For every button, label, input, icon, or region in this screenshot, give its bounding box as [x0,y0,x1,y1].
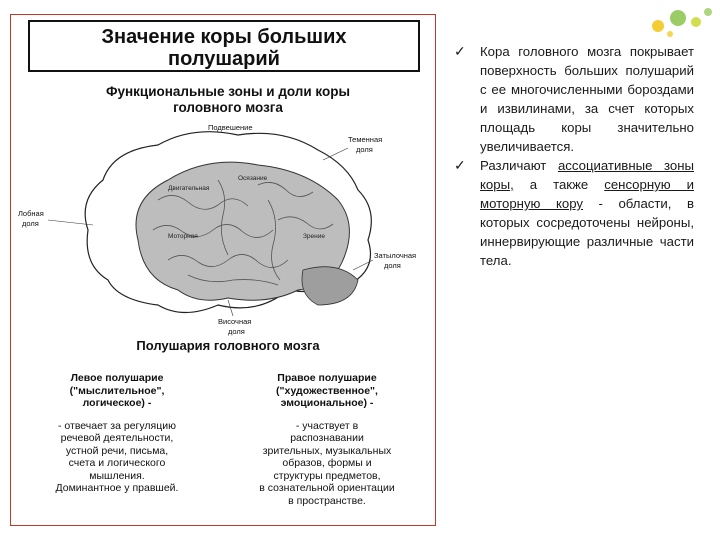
description-line: структуры предметов, [273,469,381,482]
figure-subtitle-line: головного мозга [173,100,283,115]
brain-inner-label: Моторная [168,233,198,240]
frontal-lobe-label: Лобная [18,209,44,218]
bullet-text: а также [529,177,589,192]
figure-subtitle-line: Функциональные зоны и доли коры [105,84,351,99]
left-hemisphere-block [22,372,212,495]
slide-text [454,42,694,270]
brain-inner-label: Двигательная [168,185,210,192]
brain-diagram [18,120,432,345]
bullet-text: Кора головного мозга покрывает поверхность больших полушарий с ее многочисленными бороздами и извилинами, за счет которых площадь коры значительно увеличивается. [480,44,694,154]
right-hemisphere-block [232,372,422,507]
heading-line: ("художественное", [276,384,378,397]
bullet-zones [454,156,694,270]
bullet-cortex [454,42,694,156]
hemispheres-title: Полушария головного мозга [136,338,320,353]
figure-title-line: Значение коры больших [101,26,347,48]
occipital-lobe-label: доля [384,261,401,270]
left-hemisphere-heading [22,372,212,410]
description-line: мышления. [89,469,145,482]
right-hemisphere-description [232,420,422,508]
brain-inner-label: Зрение [303,233,325,240]
heading-line: Правое полушарие [277,372,377,384]
description-line: устной речи, письма, [65,444,169,457]
bullet-text: - области, в которых сосредоточены нейроны, иннервирующие различные части тела. [480,196,694,268]
description-line: зрительных, музыкальных [262,444,392,457]
heading-line: эмоциональное) - [280,397,374,409]
temporal-lobe-label: Височная [218,317,252,326]
right-hemisphere-heading [232,372,422,410]
heading-line: логическое) - [82,397,152,409]
parietal-lobe-label: доля [356,145,373,154]
brain-inner-label: Осязание [238,175,268,182]
check-mark-icon: ✓ [454,157,466,173]
temporal-lobe-label: доля [228,327,245,336]
left-hemisphere-description [22,420,212,495]
sensory-motor-cortex-term: сенсорную и моторную кору [480,177,694,211]
decoration-dots-icon [628,2,720,42]
description-line: речевой деятельности, [60,432,174,444]
description-line: - участвует в [295,419,359,432]
heading-line: Левое полушарие [70,372,164,384]
heading-line: ("мыслительное", [69,384,165,397]
description-line: счета и логического [68,457,166,469]
occipital-lobe-label: Затылочная [374,251,417,260]
figure-title-line: полушарий [168,48,280,70]
figure-subtitle [58,84,398,116]
parietal-top-label: Подвешение [208,123,253,132]
figure-title [28,20,420,72]
description-line: распознавании [290,432,364,444]
parietal-lobe-label: Теменная [348,135,383,144]
brain-figure [18,20,432,522]
description-line: в сознательной ориентации [259,482,395,494]
description-line: - отвечает за регуляцию [58,419,176,432]
cerebellum [302,267,358,305]
check-mark-icon: ✓ [454,43,466,59]
description-line: Доминантное у правшей. [55,482,179,494]
frontal-lobe-label: доля [22,219,39,228]
description-line: в пространстве. [288,494,366,507]
bullet-text: Различают [480,158,547,173]
description-line: образов, формы и [282,457,372,469]
associative-zones-term: ассоциативные зоны коры, [480,158,694,192]
